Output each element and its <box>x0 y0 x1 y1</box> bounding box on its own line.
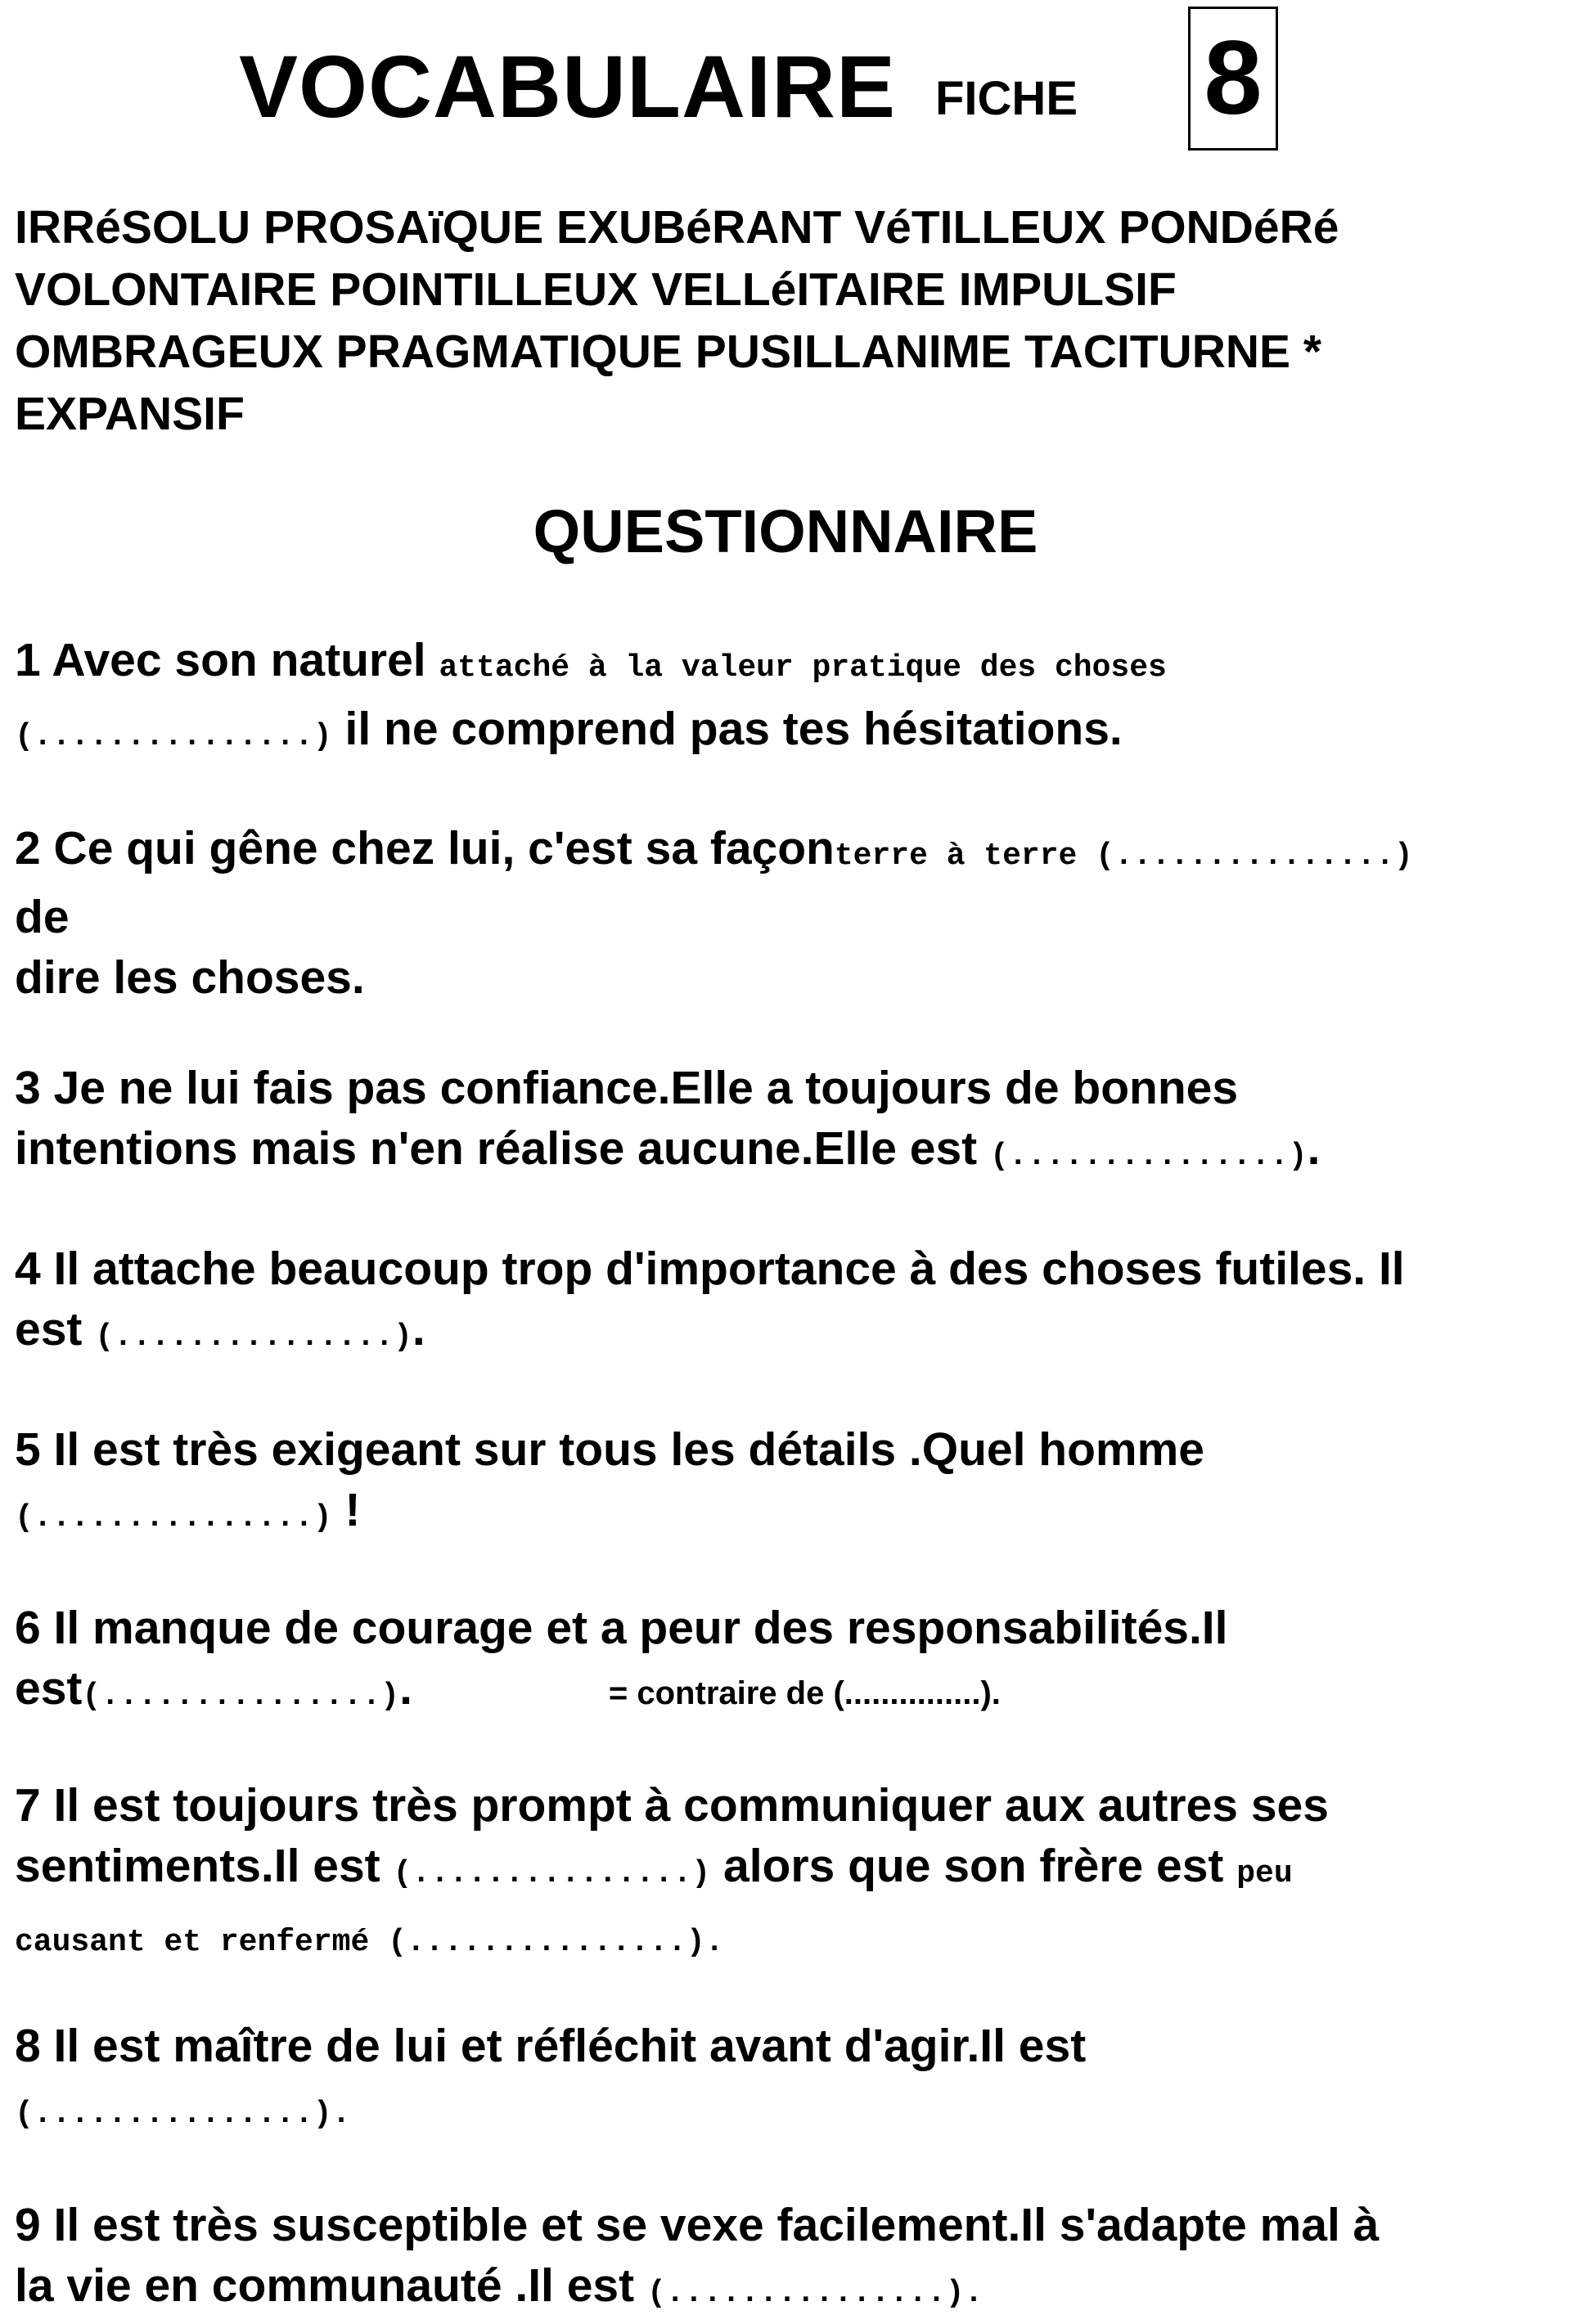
question-text: 3 Je ne lui fais pas confiance.Elle a toujours de bonnes <box>15 1062 1239 1114</box>
answer-blank[interactable]: (...............) <box>95 1319 412 1355</box>
question-text: dire les choses. <box>15 951 365 1004</box>
page-title: VOCABULAIRE <box>239 37 897 136</box>
question-7 <box>15 1775 1561 1973</box>
fiche-label: FICHE <box>935 72 1078 125</box>
question-9 <box>15 2195 1561 2324</box>
question-text: de <box>15 891 70 943</box>
question-punctuation: . <box>1307 1122 1321 1175</box>
vocabulary-line: IRRéSOLU PROSAïQUE EXUBéRANT VéTILLEUX PONDéRé <box>15 201 1339 254</box>
question-hint: peu <box>1236 1856 1293 1891</box>
question-text: 2 Ce qui gêne chez lui, c'est sa façon <box>15 822 835 874</box>
answer-blank[interactable]: (...............) <box>393 1856 711 1891</box>
question-text: est <box>15 1662 83 1715</box>
question-text: 1 Avec son naturel <box>15 634 439 686</box>
question-4 <box>15 1238 1561 1368</box>
question-text: 8 Il est maître de lui et réfléchit avant d'agir.Il est <box>15 2020 1087 2072</box>
question-text: 6 Il manque de courage et a peur des responsabilités.Il <box>15 1602 1228 1654</box>
question-text: la vie en communauté .Il est <box>15 2259 647 2312</box>
question-text: sentiments.Il est <box>15 1840 394 1892</box>
question-3 <box>15 1058 1561 1187</box>
antonym-blank[interactable]: = contraire de (...............). <box>608 1675 1001 1711</box>
question-text: intentions mais n'en réalise aucune.Elle est <box>15 1122 990 1175</box>
answer-blank[interactable]: (...............) <box>388 1925 705 1960</box>
question-punctuation: . <box>412 1303 425 1355</box>
answer-blank[interactable]: (...............) <box>1096 838 1413 874</box>
fiche-number: 8 <box>1204 20 1263 137</box>
answer-blank[interactable]: (...............) <box>15 2097 332 2132</box>
vocabulary-line: VOLONTAIRE POINTILLEUX VELLéITAIRE IMPULSIF <box>15 263 1177 316</box>
question-punctuation: . <box>399 1662 412 1715</box>
answer-blank[interactable]: (...............) <box>15 1500 332 1535</box>
question-punctuation: . <box>964 2276 984 2311</box>
question-punctuation: . <box>331 2097 351 2132</box>
vocabulary-line: EXPANSIF <box>15 388 245 440</box>
question-text: 5 Il est très exigeant sur tous les détails .Quel homme <box>15 1423 1205 1476</box>
question-6 <box>15 1598 1561 1727</box>
answer-blank[interactable]: (...............) <box>989 1139 1308 1174</box>
question-hint: causant et renfermé <box>15 1925 389 1960</box>
vocabulary-list <box>15 196 1561 445</box>
section-title: QUESTIONNAIRE <box>533 497 1038 565</box>
question-text: est <box>15 1303 96 1355</box>
question-punctuation: ! <box>331 1484 361 1536</box>
question-text: 9 Il est très susceptible et se vexe facilement.Il s'adapte mal à <box>15 2199 1380 2251</box>
question-text: alors que son frère est <box>710 1840 1237 1892</box>
question-hint: attaché à la valeur pratique des choses <box>439 650 1167 686</box>
question-hint: terre à terre <box>834 838 1096 874</box>
question-5 <box>15 1419 1561 1549</box>
question-punctuation: . <box>704 1925 724 1960</box>
question-8 <box>15 2016 1561 2145</box>
question-2 <box>15 818 1561 1008</box>
answer-blank[interactable]: (...............) <box>646 2276 965 2311</box>
question-text: 4 Il attache beaucoup trop d'importance à des choses futiles. Il <box>15 1243 1405 1295</box>
answer-blank[interactable]: (...............) <box>15 719 332 754</box>
question-1 <box>15 630 1561 767</box>
question-text: 7 Il est toujours très prompt à communiquer aux autres ses <box>15 1779 1329 1832</box>
answer-blank[interactable]: (...............) <box>82 1679 400 1714</box>
vocabulary-line: OMBRAGEUX PRAGMATIQUE PUSILLANIME TACITURNE * <box>15 326 1322 378</box>
fiche-number-box <box>1188 7 1278 151</box>
question-text: il ne comprend pas tes hésitations. <box>331 703 1123 755</box>
